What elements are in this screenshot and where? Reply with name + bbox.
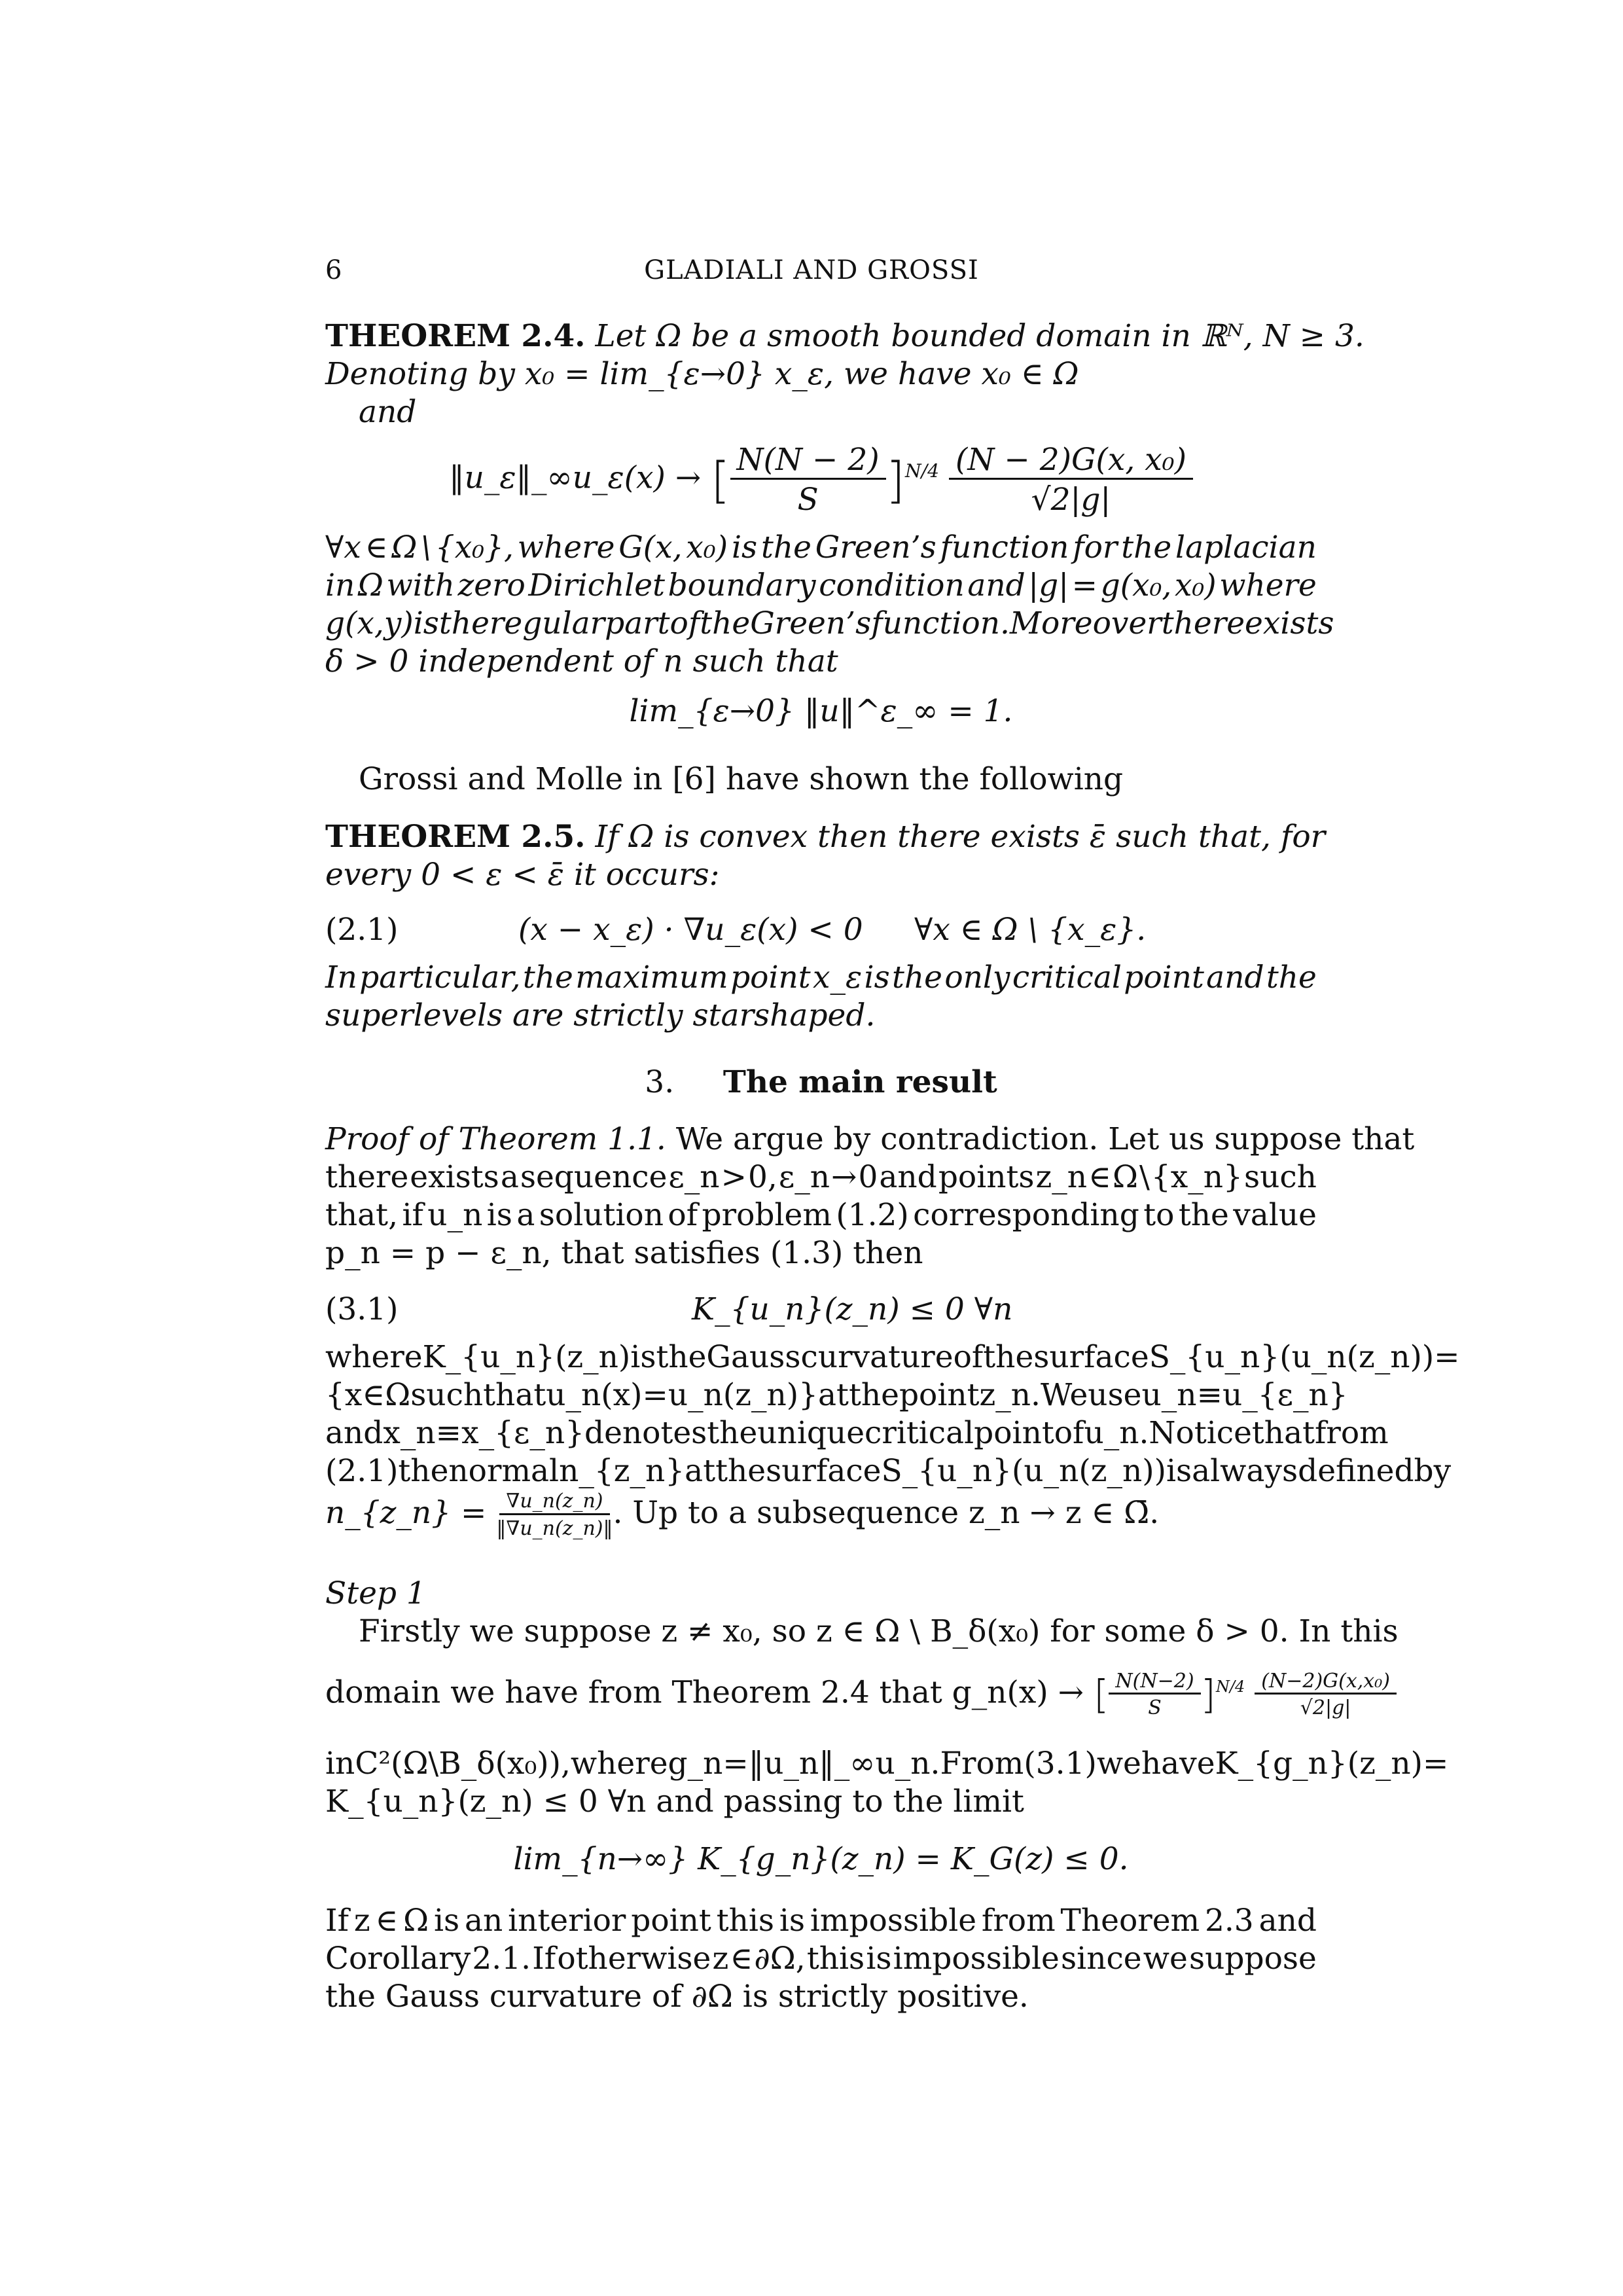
proof-line-2: there exists a sequence ε_n > 0, ε_n → 0 and points z_n ∈ Ω \ {x_n} such bbox=[325, 1159, 1317, 1195]
eq-lhs: ‖u_ε‖_∞u_ε(x) → bbox=[449, 459, 702, 496]
equation-2-1-rhs: ∀x ∈ Ω \ {x_ε}. bbox=[914, 912, 1147, 948]
theorem-2-4-text-1: Let Ω be a smooth bounded domain in ℝᴺ, N ≥ 3. bbox=[595, 318, 1364, 354]
theorem-2-4-equation bbox=[325, 425, 1317, 517]
theorem-2-5-label: THEOREM 2.5. bbox=[325, 819, 586, 855]
proof-line-4: p_n = p − ε_n, that satisfies (1.3) then bbox=[325, 1235, 923, 1271]
eq-green-denominator: √2|g| bbox=[1031, 482, 1111, 518]
step-green-denominator: √2|g| bbox=[1300, 1696, 1351, 1720]
theorem-2-4-limit-equation: lim_{ε→0} ‖u‖^ε_∞ = 1. bbox=[629, 693, 1013, 729]
proof-line-7: and x_n ≡ x_{ε_n} denotes the unique critical point of u_n. Notice that from bbox=[325, 1415, 1389, 1451]
proof-line-9 bbox=[325, 1487, 1317, 1539]
step-right-bracket: ] bbox=[1200, 1672, 1216, 1718]
paragraph-grossi-molle: Grossi and Molle in [6] have shown the following bbox=[359, 761, 1124, 797]
theorem-2-4-line-5: in Ω with zero Dirichlet boundary condition and |g| = g(x₀, x₀) where bbox=[325, 567, 1317, 603]
step-left-bracket: [ bbox=[1093, 1672, 1109, 1718]
equation-3-1-body: K_{u_n}(z_n) ≤ 0 ∀n bbox=[692, 1291, 1013, 1327]
theorem-2-4-line-2: Denoting by x₀ = lim_{ε→0} x_ε, we have x₀ ∈ Ω bbox=[325, 356, 1079, 392]
step-1-limit-equation: lim_{n→∞} K_{g_n}(z_n) = K_G(z) ≤ 0. bbox=[513, 1841, 1129, 1877]
step-1-title: Step 1 bbox=[325, 1575, 426, 1611]
step-1-line-4: K_{u_n}(z_n) ≤ 0 ∀n and passing to the limit bbox=[325, 1784, 1024, 1820]
proof-line-1 bbox=[325, 1121, 1415, 1158]
theorem-2-4-line-7: δ > 0 independent of n such that bbox=[325, 643, 838, 679]
step-1-line-5: If z ∈ Ω is an interior point this is impossible from Theorem 2.3 and bbox=[325, 1903, 1317, 1939]
step-1-line-2-text: domain we have from Theorem 2.4 that g_n(x) → bbox=[325, 1674, 1084, 1711]
section-heading bbox=[325, 1064, 1317, 1102]
proof-text-1: We argue by contradiction. Let us suppose that bbox=[675, 1121, 1415, 1157]
step-exponent: N/4 bbox=[1215, 1677, 1245, 1696]
step-1-line-2 bbox=[325, 1651, 1390, 1723]
left-bracket: [ bbox=[711, 451, 730, 509]
page-number: 6 bbox=[325, 255, 343, 285]
theorem-2-4-line-6: g(x, y) is the regular part of the Green’s function. Moreover there exists bbox=[325, 605, 1334, 641]
eq-green-numerator: (N − 2)G(x, x₀) bbox=[949, 442, 1193, 480]
eq-bracket-fraction: $\frac{N(N - 2)}{S}$ bbox=[730, 442, 886, 518]
theorem-2-5-line-1 bbox=[325, 818, 1326, 856]
step-1-line-6: Corollary 2.1. If otherwise z ∈ ∂Ω, this is impossible since we suppose bbox=[325, 1941, 1317, 1977]
equation-2-1-number: (2.1) bbox=[325, 912, 399, 948]
theorem-2-5-line-4: superlevels are strictly starshaped. bbox=[325, 997, 876, 1033]
theorem-2-4-line-3: and bbox=[359, 394, 417, 430]
right-bracket: ] bbox=[885, 451, 905, 509]
step-1-line-7: the Gauss curvature of ∂Ω is strictly positive. bbox=[325, 1979, 1029, 2015]
section-number: 3. bbox=[645, 1064, 675, 1100]
step-green-fraction bbox=[1255, 1670, 1397, 1720]
normal-denominator: ‖∇u_n(z_n)‖ bbox=[496, 1516, 613, 1540]
equation-3-1-number: (3.1) bbox=[325, 1291, 399, 1327]
step-1-line-1: Firstly we suppose z ≠ x₀, so z ∈ Ω \ B_δ(x₀) for some δ > 0. In this bbox=[359, 1613, 1399, 1649]
step-bracket-numerator: N(N−2) bbox=[1109, 1670, 1200, 1695]
theorem-2-4-line-1 bbox=[325, 317, 1364, 355]
proof-label: Proof of Theorem 1.1. bbox=[325, 1121, 666, 1157]
step-1-line-3: in C²(Ω \ B_δ(x₀)), where g_n = ‖u_n‖_∞u_n. From (3.1) we have K_{g_n}(z_n) = bbox=[325, 1746, 1449, 1782]
equation-2-1-lhs: (x − x_ε) · ∇u_ε(x) < 0 bbox=[518, 912, 863, 948]
proof-line-6: {x ∈ Ω suchthat u_n(x) = u_n(z_n)} at the point z_n. We use u_n ≡ u_{ε_n} bbox=[325, 1377, 1348, 1413]
step-bracket-fraction bbox=[1109, 1670, 1200, 1720]
proof-line-5: where K_{u_n}(z_n) is the Gauss curvature of the surface S_{u_n}(u_n(z_n)) = bbox=[325, 1339, 1460, 1375]
section-title: The main result bbox=[722, 1064, 997, 1100]
normal-fraction bbox=[496, 1490, 613, 1540]
theorem-2-4-label: THEOREM 2.4. bbox=[325, 318, 586, 354]
proof-line-3: that, if u_n is a solution of problem (1.2) corresponding to the value bbox=[325, 1197, 1317, 1233]
eq-green-fraction bbox=[949, 442, 1193, 518]
theorem-2-5-line-3: In particular, the maximum point x_ε is the only critical point and the bbox=[325, 960, 1317, 996]
proof-line-8: (2.1) the normal n_{z_n} at the surface S_{u_n}(u_n(z_n)) is always defined by bbox=[325, 1453, 1452, 1489]
eq-exponent: N/4 bbox=[904, 460, 940, 482]
running-title: GLADIALI AND GROSSI bbox=[644, 255, 979, 285]
normal-numerator: ∇u_n(z_n) bbox=[499, 1490, 609, 1515]
normal-lhs: n_{z_n} = bbox=[325, 1495, 487, 1531]
theorem-2-4-line-4: ∀x ∈ Ω \ {x₀}, where G(x, x₀) is the Green’s function for the laplacian bbox=[325, 529, 1317, 565]
theorem-2-5-text-1: If Ω is convex then there exists ε̄ such that, for bbox=[595, 819, 1326, 855]
normal-rest: . Up to a subsequence z_n → z ∈ Ω̄. bbox=[613, 1495, 1160, 1531]
theorem-2-5-line-2: every 0 < ε < ε̄ it occurs: bbox=[325, 857, 720, 893]
step-green-numerator: (N−2)G(x,x₀) bbox=[1255, 1670, 1397, 1695]
step-bracket-denominator: S bbox=[1148, 1696, 1162, 1720]
